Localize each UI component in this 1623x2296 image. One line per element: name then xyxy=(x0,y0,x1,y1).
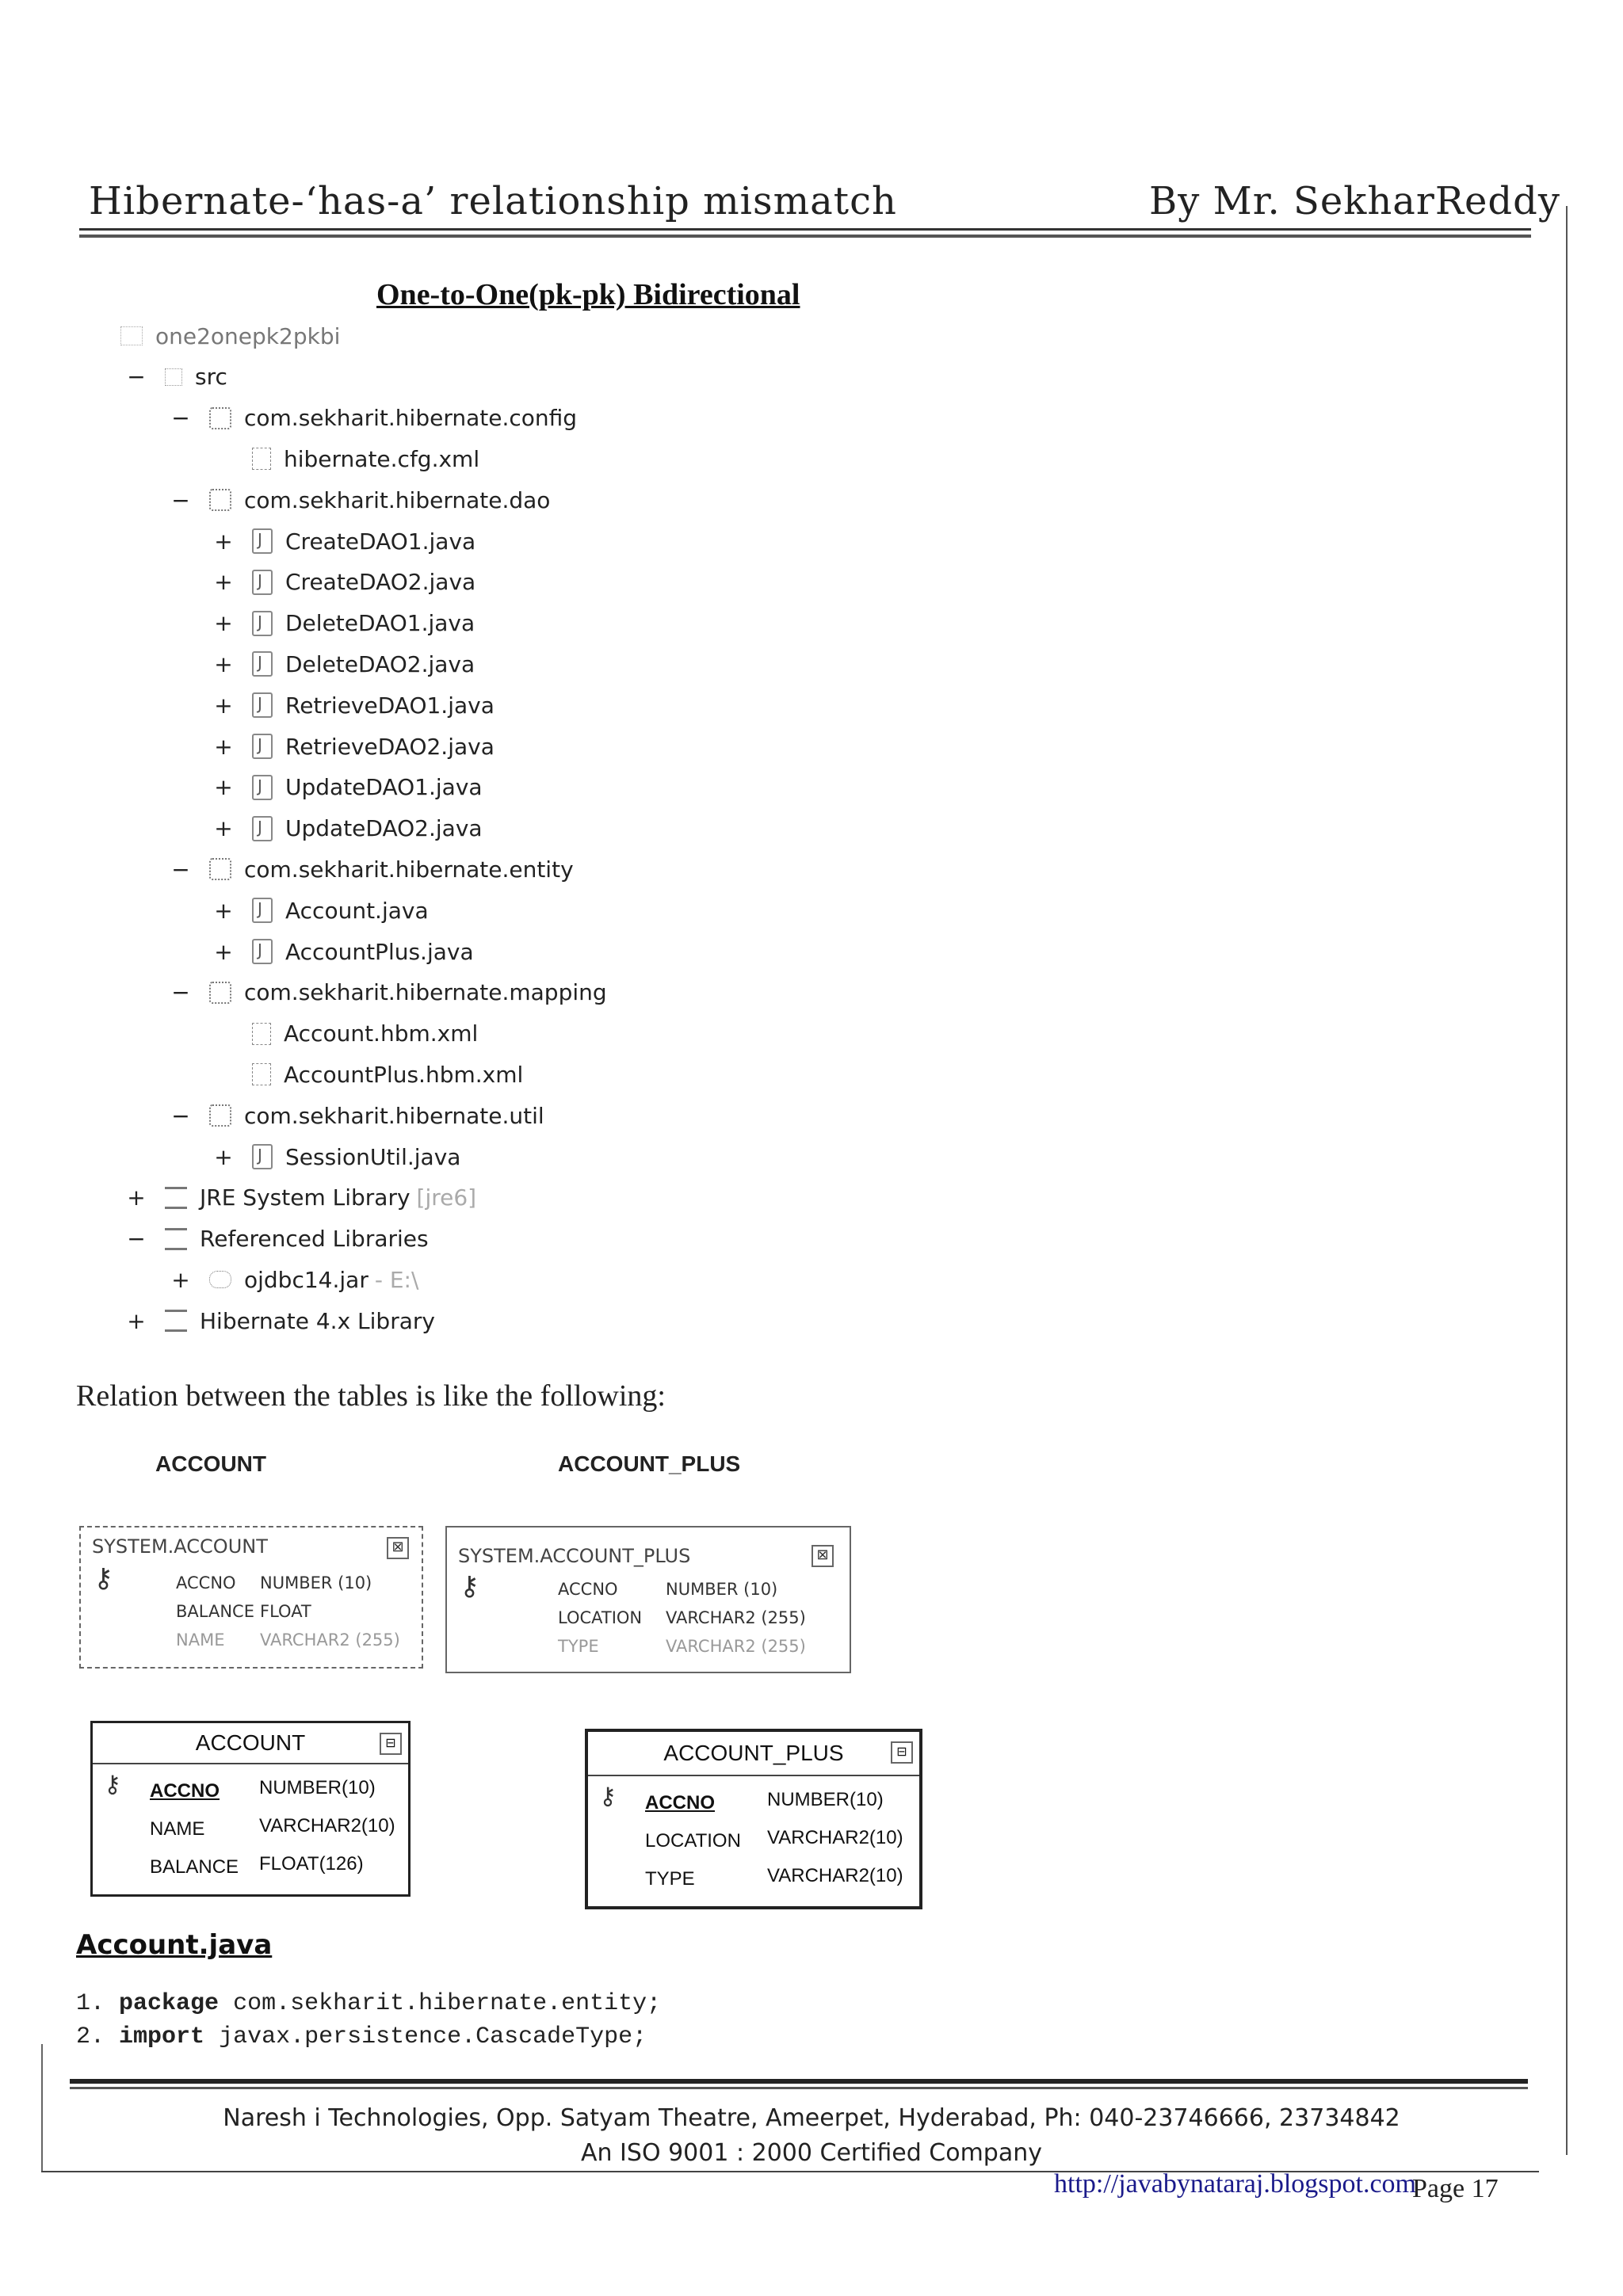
table-label-account-plus: ACCOUNT_PLUS xyxy=(558,1451,741,1476)
tree-item[interactable] xyxy=(127,358,227,396)
library-icon xyxy=(165,1228,187,1250)
tree-item-label: CreateDAO2.java xyxy=(285,569,476,596)
column-name: NAME xyxy=(176,1630,225,1650)
code-text: javax.persistence.CascadeType; xyxy=(219,2023,647,2050)
java-file-icon xyxy=(252,528,273,554)
xml-file-icon xyxy=(252,1023,271,1045)
system-table-title: SYSTEM.ACCOUNT_PLUS xyxy=(458,1545,691,1567)
column-type: VARCHAR2(10) xyxy=(259,1815,395,1836)
column-type: VARCHAR2 (255) xyxy=(666,1637,806,1656)
code-text: com.sekharit.hibernate.entity; xyxy=(233,1990,662,2017)
library-icon xyxy=(165,1310,187,1332)
column-name: ACCNO xyxy=(176,1573,236,1592)
footer-url: http://javabynataraj.blogspot.com xyxy=(1054,2169,1417,2199)
tree-item[interactable] xyxy=(214,563,476,601)
expand-icon[interactable]: + xyxy=(214,774,233,801)
tree-item-label: UpdateDAO2.java xyxy=(285,815,483,842)
column-name: ACCNO xyxy=(558,1580,618,1599)
expand-icon[interactable]: + xyxy=(214,733,233,760)
java-file-icon xyxy=(252,611,273,636)
expand-icon[interactable]: + xyxy=(214,1143,233,1170)
collapse-icon[interactable]: − xyxy=(171,405,190,432)
tree-item-label: DeleteDAO2.java xyxy=(285,650,475,677)
tree-item-label: Account.java xyxy=(285,897,429,924)
footer-address: Naresh i Technologies, Opp. Satyam Theatre, Ameerpet, Hyderabad, Ph: 040-23746666, 23734842 xyxy=(223,2104,1400,2132)
code-keyword: import xyxy=(119,2023,205,2050)
key-icon: ⚷ xyxy=(94,1562,113,1594)
expand-icon[interactable]: + xyxy=(127,1307,146,1334)
tree-item-suffix: - E:\ xyxy=(374,1266,419,1293)
project-icon xyxy=(120,326,143,345)
expand-icon[interactable]: + xyxy=(214,815,233,842)
column-type: NUMBER(10) xyxy=(767,1789,884,1810)
system-table-title: SYSTEM.ACCOUNT xyxy=(92,1535,268,1558)
tree-item[interactable] xyxy=(214,891,429,929)
java-file-icon xyxy=(252,692,273,718)
code-heading: Account.java xyxy=(76,1929,273,1961)
expand-icon[interactable]: + xyxy=(214,692,233,719)
table-label-account: ACCOUNT xyxy=(155,1451,266,1476)
tree-item[interactable] xyxy=(171,481,551,519)
close-icon: ⊟ xyxy=(891,1741,913,1764)
section-title: One-to-One(pk-pk) Bidirectional xyxy=(376,278,800,311)
tree-item[interactable] xyxy=(171,1261,419,1299)
tree-item-suffix: [jre6] xyxy=(416,1184,477,1211)
xml-file-icon xyxy=(252,1063,271,1085)
java-file-icon xyxy=(252,775,273,800)
tree-item-label: DeleteDAO1.java xyxy=(285,610,475,637)
java-file-icon xyxy=(252,570,273,595)
close-icon: ⊠ xyxy=(812,1545,834,1567)
tree-item[interactable] xyxy=(171,1097,544,1135)
tree-item[interactable] xyxy=(171,399,578,437)
tree-item-label: hibernate.cfg.xml xyxy=(284,445,480,472)
document-author: By Mr. SekharReddy xyxy=(1149,179,1560,223)
src-folder-icon xyxy=(165,368,182,386)
column-name: NAME xyxy=(150,1818,205,1840)
tree-item-label: SessionUtil.java xyxy=(285,1143,461,1170)
tree-item[interactable] xyxy=(214,605,475,643)
column-type: NUMBER(10) xyxy=(259,1777,376,1798)
expand-icon[interactable]: + xyxy=(214,897,233,924)
document-title: Hibernate-‘has-a’ relationship mismatch xyxy=(89,179,897,223)
code-line xyxy=(76,2023,647,2050)
entity-table-title: ACCOUNT xyxy=(93,1723,408,1764)
column-name: BALANCE xyxy=(150,1856,239,1878)
tree-item-label: com.sekharit.hibernate.entity xyxy=(244,856,574,883)
system-account-plus-table xyxy=(445,1526,851,1673)
tree-item[interactable] xyxy=(171,974,607,1012)
tree-item[interactable] xyxy=(252,1015,478,1053)
entity-table-title: ACCOUNT_PLUS xyxy=(588,1732,919,1776)
expand-icon[interactable]: + xyxy=(171,1266,190,1293)
library-icon xyxy=(165,1187,187,1209)
tree-item[interactable] xyxy=(214,769,483,807)
xml-file-icon xyxy=(252,448,271,470)
close-icon: ⊟ xyxy=(380,1733,402,1755)
expand-icon[interactable]: + xyxy=(214,938,233,965)
tree-item-label: com.sekharit.hibernate.mapping xyxy=(244,979,607,1006)
footer-rule-thick xyxy=(70,2079,1528,2084)
account-plus-entity-table xyxy=(585,1729,922,1909)
tree-item[interactable] xyxy=(171,850,574,888)
tree-item[interactable] xyxy=(214,810,483,848)
key-icon: ⚷ xyxy=(104,1771,121,1798)
tree-item-label: com.sekharit.hibernate.util xyxy=(244,1102,544,1129)
collapse-icon[interactable]: − xyxy=(171,1102,190,1129)
java-file-icon xyxy=(252,816,273,841)
relation-sentence: Relation between the tables is like the following: xyxy=(76,1379,666,1413)
close-icon: ⊠ xyxy=(387,1537,409,1559)
tree-item[interactable] xyxy=(127,1302,435,1340)
key-icon: ⚷ xyxy=(599,1783,617,1810)
tree-item[interactable] xyxy=(214,522,476,560)
tree-item-label: com.sekharit.hibernate.config xyxy=(244,405,578,432)
collapse-icon[interactable]: − xyxy=(127,364,146,391)
package-icon xyxy=(209,1104,231,1127)
line-number: 1. xyxy=(76,1990,105,2017)
column-type: VARCHAR2 (255) xyxy=(666,1608,806,1627)
expand-icon[interactable]: + xyxy=(127,1184,146,1211)
java-file-icon xyxy=(252,734,273,759)
margin-line xyxy=(1566,206,1568,2155)
tree-item[interactable] xyxy=(252,440,479,478)
footer-certification: An ISO 9001 : 2000 Certified Company xyxy=(580,2139,1042,2167)
java-file-icon xyxy=(252,898,273,923)
key-icon: ⚷ xyxy=(460,1570,479,1602)
column-name: LOCATION xyxy=(645,1830,741,1852)
tree-item[interactable] xyxy=(214,727,495,765)
tree-item-label: Referenced Libraries xyxy=(200,1226,429,1253)
tree-item-label: ojdbc14.jar xyxy=(244,1266,369,1293)
tree-item[interactable] xyxy=(127,1220,429,1258)
tree-item-label: AccountPlus.java xyxy=(285,938,474,965)
tree-item-label: com.sekharit.hibernate.dao xyxy=(244,486,551,513)
header-rule-thick xyxy=(79,235,1531,238)
collapse-icon[interactable]: − xyxy=(171,486,190,513)
tree-item-label: Hibernate 4.x Library xyxy=(200,1307,435,1334)
expand-icon[interactable]: + xyxy=(214,528,233,555)
expand-icon[interactable]: + xyxy=(214,650,233,677)
java-file-icon xyxy=(252,939,273,964)
column-type: VARCHAR2(10) xyxy=(767,1827,903,1848)
primary-key-column: ACCNO xyxy=(150,1780,220,1802)
tree-item-label: src xyxy=(195,364,227,391)
tree-item[interactable] xyxy=(214,686,495,724)
tree-item-label: UpdateDAO1.java xyxy=(285,774,483,801)
expand-icon[interactable]: + xyxy=(214,610,233,637)
collapse-icon[interactable]: − xyxy=(171,856,190,883)
package-icon xyxy=(209,489,231,511)
tree-item-label: RetrieveDAO1.java xyxy=(285,692,495,719)
line-number: 2. xyxy=(76,2023,105,2050)
java-file-icon xyxy=(252,651,273,677)
tree-item[interactable] xyxy=(214,645,475,683)
tree-item[interactable] xyxy=(120,317,340,355)
package-icon xyxy=(209,858,231,880)
header-rule xyxy=(79,228,1531,231)
package-icon xyxy=(209,407,231,429)
expand-icon[interactable]: + xyxy=(214,569,233,596)
column-type: VARCHAR2(10) xyxy=(767,1865,903,1886)
system-account-table xyxy=(79,1526,423,1669)
code-line xyxy=(76,1990,661,2017)
column-type: NUMBER (10) xyxy=(260,1573,372,1592)
column-type: FLOAT xyxy=(260,1602,311,1621)
java-file-icon xyxy=(252,1144,273,1169)
tree-item[interactable] xyxy=(252,1055,523,1093)
page-number: Page 17 xyxy=(1412,2174,1499,2203)
collapse-icon[interactable]: − xyxy=(127,1226,146,1253)
tree-item-label: one2onepk2pkbi xyxy=(155,322,341,349)
jar-icon xyxy=(209,1271,231,1288)
column-type: FLOAT(126) xyxy=(259,1853,364,1875)
code-keyword: package xyxy=(119,1990,220,2017)
column-type: VARCHAR2 (255) xyxy=(260,1630,400,1650)
tree-item-label: CreateDAO1.java xyxy=(285,528,476,555)
tree-item[interactable] xyxy=(214,1138,461,1176)
tree-item[interactable] xyxy=(214,933,474,971)
tree-item-label: Account.hbm.xml xyxy=(284,1020,479,1047)
primary-key-column: ACCNO xyxy=(645,1792,715,1814)
column-name: TYPE xyxy=(645,1868,695,1890)
column-type: NUMBER (10) xyxy=(666,1580,778,1599)
account-entity-table xyxy=(90,1721,411,1897)
tree-item-label: RetrieveDAO2.java xyxy=(285,733,495,760)
package-icon xyxy=(209,982,231,1004)
tree-item[interactable] xyxy=(127,1179,477,1217)
footer-rule xyxy=(70,2087,1528,2089)
column-name: BALANCE xyxy=(176,1602,254,1621)
tree-item-label: JRE System Library xyxy=(200,1184,411,1211)
column-name: LOCATION xyxy=(558,1608,643,1627)
column-name: TYPE xyxy=(558,1637,599,1656)
tree-item-label: AccountPlus.hbm.xml xyxy=(284,1061,524,1088)
collapse-icon[interactable]: − xyxy=(171,979,190,1006)
